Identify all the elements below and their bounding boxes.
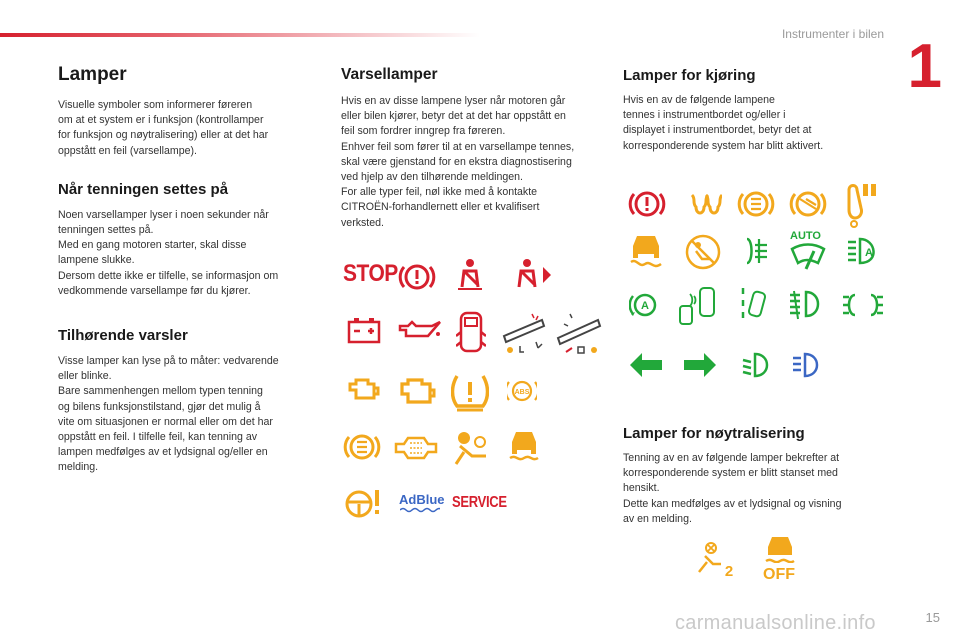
auto-stop-start-icon xyxy=(629,290,661,320)
auto-wiper-icon xyxy=(790,243,826,271)
warning-text: Hvis en av disse lampene lyser når motoren går eller bilen kjører, betyr det at det har oppstått en feil som fordrer inngrep fra føreren. Enhver feil som fører til at en varsellampe tennes, skal være gjenstand for en ekstra diagnostisering ved hjelp av den tilhørende meldingen. For alle typer feil, nøl ikke med å kontakte CITROËN-forhandlernett eller et kvalifisert verksted. xyxy=(341,95,575,229)
page-number: 15 xyxy=(925,610,940,625)
neutral-heading: Lamper for nøytralisering xyxy=(623,425,805,442)
left-indicator-icon xyxy=(630,352,662,378)
header-accent-bar xyxy=(0,33,480,37)
alerts-text: Visse lamper kan lyse på to måter: vedvarende eller blinke. Bare sammenhengen mellom typen tenning og bilens funksjonstilstand, gjør det mulig å vite om situasjonen er normal eller om det har oppstått en feil. I tilfelle feil, kan tenning av lampen medfølges av et lydsignal og/eller en melding. xyxy=(58,355,279,474)
adblue-wave-icon xyxy=(400,507,440,513)
passenger-seatbelt-icon xyxy=(511,257,553,293)
intro-text: Visuelle symboler som informerer føreren om at et system er i funksjon (kontrollamper for funksjon og nøytralisering) eller at det har oppstått en feil (varsellampe). xyxy=(58,99,269,157)
tyre-pressure-icon xyxy=(451,372,489,412)
stability-control-icon xyxy=(506,428,542,466)
watermark-link[interactable]: carmanualsonline.info xyxy=(675,612,876,634)
power-steering-icon xyxy=(343,486,383,520)
svg-text:ABS: ABS xyxy=(514,389,530,396)
dsc-off-label: OFF xyxy=(763,566,795,583)
engine-coolant-icon xyxy=(346,376,380,406)
service-icon: SERVICE xyxy=(452,492,507,511)
dsc-off-car-icon xyxy=(762,535,798,563)
driving-text: Hvis en av de følgende lampene tennes i instrumentbordet og/eller i displayet i instrumentbordet, betyr det at korresponderende system har blitt aktivert. xyxy=(623,94,824,152)
engine-fault-icon xyxy=(396,374,436,408)
particle-filter-icon xyxy=(394,434,438,462)
blind-spot-monitoring-icon xyxy=(676,284,722,326)
lane-departure-icon xyxy=(739,286,769,326)
oil-pressure-icon xyxy=(398,318,442,344)
passenger-airbag-deactivated-icon xyxy=(697,540,737,580)
chapter-number: 1 xyxy=(907,32,942,101)
traction-control-icon xyxy=(627,232,665,272)
ignition-text: Noen varsellamper lyser i noen sekunder når tenningen settes på. Med en gang motoren starter, skal disse lampene slukke. Dersom dette ikke er tilfelle, se informasjon om vedkommende varsellampe før du kjører. xyxy=(58,208,279,297)
brake-system-icon xyxy=(343,430,381,464)
power-steering-fault-icon xyxy=(502,312,548,356)
main-beam-icon xyxy=(791,352,823,378)
steering-lock-fault-icon xyxy=(554,312,602,356)
stop-start-icon xyxy=(788,187,828,221)
brake-pad-wear-icon xyxy=(737,187,775,221)
neutral-section xyxy=(623,425,903,527)
adblue-icon: AdBlue xyxy=(399,492,445,507)
middle-column xyxy=(341,66,603,231)
ignition-heading: Når tenningen settes på xyxy=(58,180,229,198)
svg-text:2: 2 xyxy=(724,563,734,580)
driving-heading: Lamper for kjøring xyxy=(623,67,756,84)
abs-icon xyxy=(507,376,537,406)
alerts-heading: Tilhørende varsler xyxy=(58,327,188,345)
left-column xyxy=(58,64,320,476)
brake-warning-icon xyxy=(398,260,436,294)
dipped-beam-icon xyxy=(741,352,773,378)
svg-text:A: A xyxy=(641,300,649,312)
airbag-fault-icon xyxy=(452,430,490,466)
rear-foglamp-icon xyxy=(745,235,769,269)
battery-icon xyxy=(346,316,382,346)
svg-text:A: A xyxy=(865,247,873,259)
sidelamps-icon xyxy=(841,291,885,319)
seatbelt-icon xyxy=(452,257,488,293)
page-title: Lamper xyxy=(58,64,127,85)
preheating-icon xyxy=(688,191,722,217)
auto-headlamp-icon xyxy=(846,236,884,266)
right-column xyxy=(623,67,903,154)
auto-wiper-label: AUTO xyxy=(790,230,821,242)
section-title: Instrumenter i bilen xyxy=(781,27,884,41)
stop-icon: STOP xyxy=(343,260,398,287)
door-open-icon xyxy=(456,310,486,354)
neutral-text: Tenning av en av følgende lamper bekrefter at korresponderende system er blitt stanset med hensikt. Dette kan medfølges av et lydsignal og visning av en melding. xyxy=(623,452,842,525)
foot-on-brake-icon xyxy=(843,180,879,228)
front-foglamp-icon xyxy=(788,289,826,321)
parking-brake-icon xyxy=(628,187,666,221)
warning-heading: Varsellamper xyxy=(341,66,438,83)
right-indicator-icon xyxy=(684,352,716,378)
passenger-airbag-off-icon xyxy=(684,233,722,271)
